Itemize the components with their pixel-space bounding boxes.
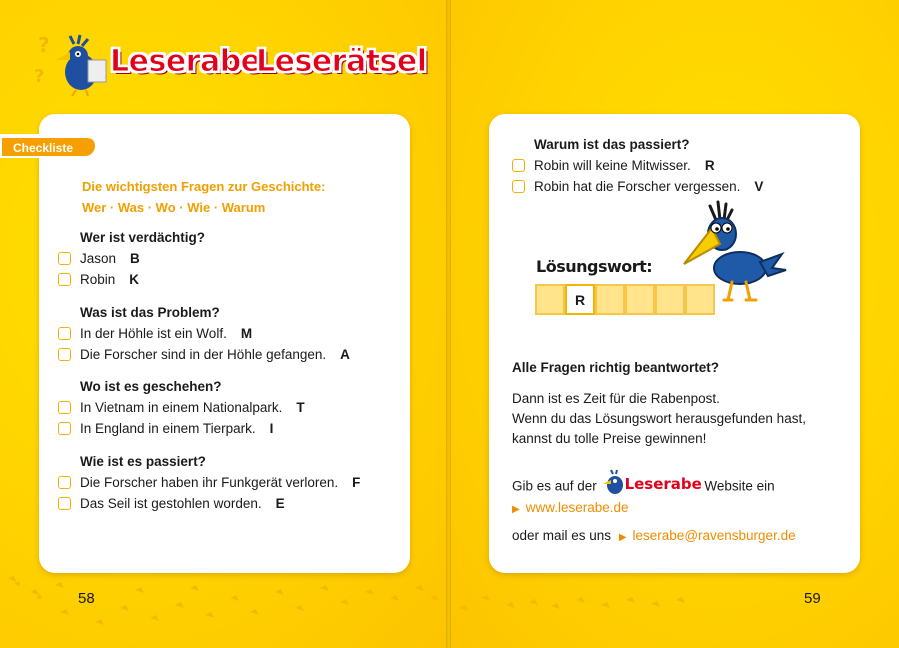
checkbox[interactable] bbox=[58, 476, 71, 489]
answer-option[interactable] bbox=[58, 344, 350, 365]
option-text: In England in einem Tierpark. bbox=[80, 421, 256, 436]
option-text: In Vietnam in einem Nationalpark. bbox=[80, 400, 283, 415]
option-letter: T bbox=[296, 400, 305, 415]
checkbox[interactable] bbox=[58, 327, 71, 340]
solution-box[interactable] bbox=[655, 284, 685, 315]
logo-brand-text: Leserabe bbox=[110, 44, 261, 79]
logo-title-text: Leserätsel bbox=[256, 44, 427, 79]
checkbox[interactable] bbox=[58, 273, 71, 286]
website-logo-text: Leserabe bbox=[624, 475, 702, 493]
option-letter: A bbox=[340, 347, 350, 362]
website-link[interactable]: www.leserabe.de bbox=[525, 500, 629, 515]
website-logo bbox=[601, 476, 701, 498]
final-line3: kannst du tolle Preise gewinnen! bbox=[512, 431, 707, 446]
mail-link[interactable]: leserabe@ravensburger.de bbox=[632, 528, 796, 543]
answer-option[interactable] bbox=[58, 248, 205, 269]
intro-line1: Die wichtigsten Fragen zur Geschichte: bbox=[82, 179, 326, 194]
final-section bbox=[512, 358, 806, 449]
footprints-decoration bbox=[451, 570, 899, 648]
option-letter: K bbox=[129, 272, 140, 287]
option-letter: B bbox=[130, 251, 140, 266]
option-letter: E bbox=[275, 496, 285, 511]
option-text: Jason bbox=[80, 251, 117, 266]
checkbox[interactable] bbox=[512, 180, 525, 193]
option-letter: M bbox=[240, 326, 253, 341]
solution-box[interactable] bbox=[535, 284, 565, 315]
footprints-decoration bbox=[0, 570, 448, 648]
question-title: Wo ist es geschehen? bbox=[80, 379, 222, 394]
page-number-left: 58 bbox=[78, 590, 95, 607]
question-title: Warum ist das passiert? bbox=[534, 137, 690, 152]
checkbox[interactable] bbox=[58, 497, 71, 510]
answer-option[interactable] bbox=[512, 176, 763, 197]
option-letter: V bbox=[754, 179, 764, 194]
solution-box[interactable] bbox=[625, 284, 655, 315]
answer-option[interactable] bbox=[512, 155, 763, 176]
leserabe-logo bbox=[34, 30, 427, 100]
option-letter: I bbox=[269, 421, 274, 436]
answer-option[interactable] bbox=[58, 397, 305, 418]
option-text: Robin bbox=[80, 272, 116, 287]
intro-line2: Wer · Was · Wo · Wie · Warum bbox=[82, 200, 266, 215]
checkbox[interactable] bbox=[58, 401, 71, 414]
solution-box[interactable]: R bbox=[565, 284, 595, 315]
option-text: Die Forscher sind in der Höhle gefangen. bbox=[80, 347, 327, 362]
checkbox[interactable] bbox=[58, 252, 71, 265]
solution-box[interactable] bbox=[595, 284, 625, 315]
mail-prefix: oder mail es uns bbox=[512, 528, 612, 543]
answer-option[interactable] bbox=[58, 323, 350, 344]
option-text: In der Höhle ist ein Wolf. bbox=[80, 326, 227, 341]
option-text: Robin hat die Forscher vergessen. bbox=[534, 179, 741, 194]
website-suffix: Website ein bbox=[704, 478, 775, 494]
question-who bbox=[58, 227, 205, 290]
website-line bbox=[512, 476, 775, 520]
final-line2: Wenn du das Lösungswort herausgefunden hast, bbox=[512, 411, 806, 426]
checklist-tab: Checkliste bbox=[0, 134, 97, 158]
question-title: Wer ist verdächtig? bbox=[80, 230, 206, 245]
raven-mascot-icon bbox=[36, 30, 116, 100]
final-line1: Dann ist es Zeit für die Rabenpost. bbox=[512, 391, 720, 406]
answer-option[interactable] bbox=[58, 269, 205, 290]
svg-text:?: ? bbox=[34, 66, 45, 87]
option-letter: R bbox=[704, 158, 715, 173]
question-title: Wie ist es passiert? bbox=[80, 454, 206, 469]
question-how bbox=[58, 451, 360, 514]
mail-line bbox=[512, 526, 796, 548]
option-text: Das Seil ist gestohlen worden. bbox=[80, 496, 262, 511]
page-number-right: 59 bbox=[804, 590, 821, 607]
option-text: Robin will keine Mitwisser. bbox=[534, 158, 691, 173]
book-gutter bbox=[446, 0, 451, 648]
intro-text bbox=[82, 176, 325, 218]
website-prefix: Gib es auf der bbox=[512, 478, 597, 494]
answer-option[interactable] bbox=[58, 493, 360, 514]
checkbox[interactable] bbox=[512, 159, 525, 172]
solution-box[interactable] bbox=[685, 284, 715, 315]
solution-label: Lösungswort: bbox=[536, 257, 653, 276]
question-title: Was ist das Problem? bbox=[80, 305, 220, 320]
option-letter: F bbox=[352, 475, 361, 490]
answer-option[interactable] bbox=[58, 472, 360, 493]
solution-word-boxes bbox=[535, 284, 715, 315]
arrow-right-icon: ▶ bbox=[618, 532, 627, 543]
checkbox[interactable] bbox=[58, 422, 71, 435]
option-text: Die Forscher haben ihr Funkgerät verloren. bbox=[80, 475, 339, 490]
answer-option[interactable] bbox=[58, 418, 305, 439]
arrow-right-icon: ▶ bbox=[512, 504, 520, 515]
checkbox[interactable] bbox=[58, 348, 71, 361]
svg-text:?: ? bbox=[38, 33, 50, 57]
final-heading: Alle Fragen richtig beantwortet? bbox=[512, 360, 720, 375]
question-what bbox=[58, 302, 350, 365]
question-why bbox=[512, 134, 763, 197]
question-where bbox=[58, 376, 305, 439]
